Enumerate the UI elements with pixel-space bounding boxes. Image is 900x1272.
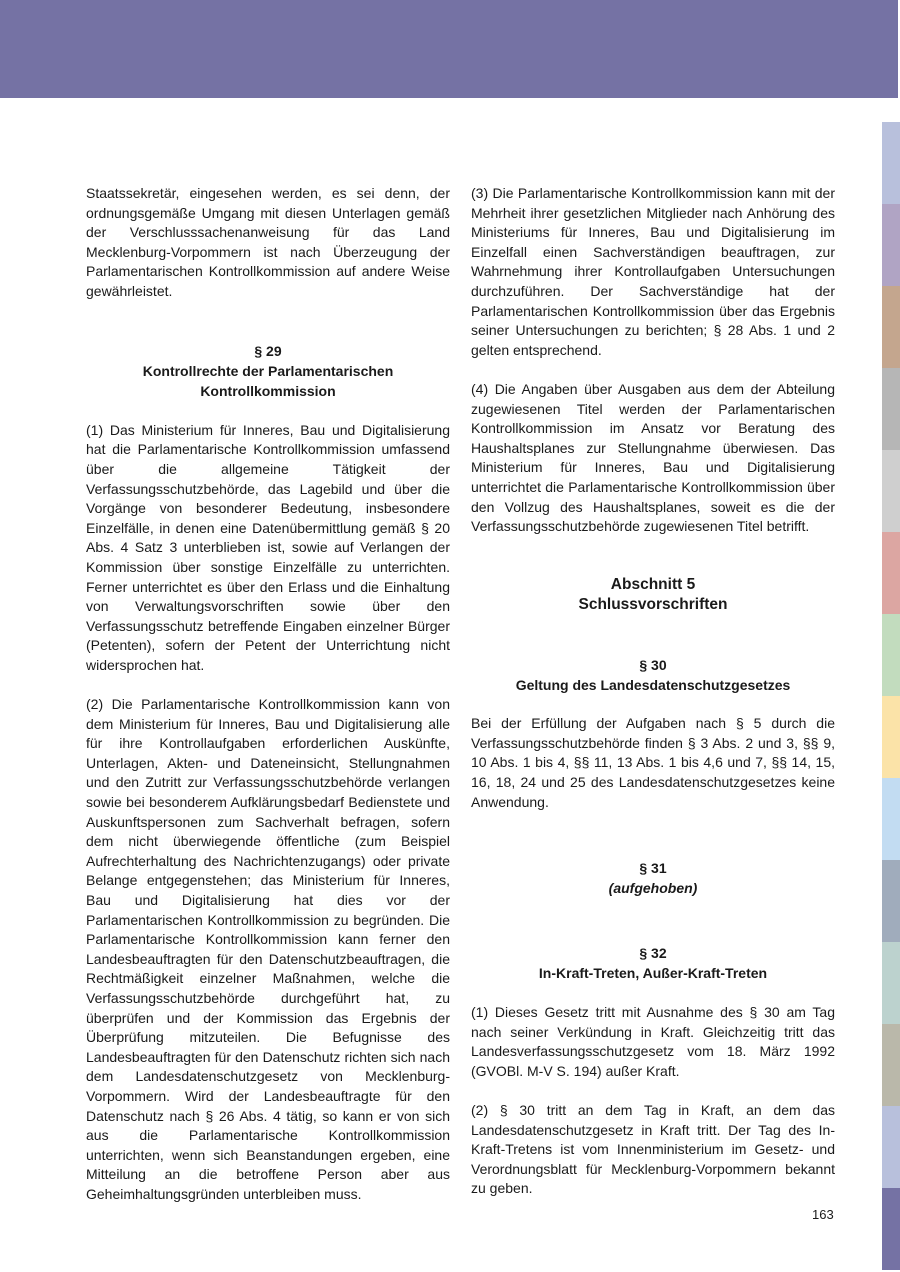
chapter-tab-12 [882, 1024, 900, 1106]
section-31-title: (aufgehoben) [608, 879, 698, 896]
chapter-heading [471, 575, 835, 615]
header-band [0, 0, 898, 98]
section-32-title: In-Kraft-Treten, Außer-Kraft-Treten [538, 965, 768, 982]
section-29-number: § 29 [254, 343, 282, 360]
section-29-paragraph-4: (4) Die Angaben über Ausgaben aus dem der Abteilung zugewiesenen Titel werden der Parlamentarischen Kontrollkommission im Ansatz vor Beratung des Haushaltsplanes zur Stellungnahme überwiesen. Das Ministerium für Inneres, Bau und Digitalisierung unterrichtet die Parlamentarische Kontrollkommission über den Vollzug des Haushaltsplanes, soweit es die der Verfassungsschutzbehörde zugewiesenen Titel betrifft. [471, 380, 835, 535]
section-29-heading [86, 341, 450, 401]
section-29-paragraph-1: (1) Das Ministerium für Inneres, Bau und Digitalisierung hat die Parlamentarische Kontrollkommission umfassend über die allgemeine Tätigkeit der Verfassungsschutzbehörde, das Lagebild und über die Vorgänge von besonderer Bedeutung, insbesondere Einzelfälle, in denen eine Datenübermittlung gemäß § 20 Abs. 4 Satz 3 unterblieben ist, sowie auf Verlangen der Kommission über sonstige Einzelfälle zu unterrichten. Ferner unterrichtet es über den Erlass und die Einhaltung von Verwaltungsvorschriften sowie über den Verfassungsschutz betreffende Eingaben einzelner Bürger (Petenten), sofern der Petent der Unterrichtung nicht widersprochen hat. [86, 421, 450, 673]
section-31-heading [471, 858, 835, 898]
chapter-tab-8 [882, 696, 900, 778]
chapter-tab-13 [882, 1106, 900, 1188]
section-29-title-line1: Kontrollrechte der Parlamentarischen [142, 363, 394, 380]
intro-paragraph: Staatssekretär, eingesehen werden, es sei denn, der ordnungsgemäße Umgang mit diesen Unterlagen gemäß der Verschlusssachenanweisung für das Land Mecklenburg-Vorpommern ist nach Überzeugung der Parlamentarischen Kontrollkommission auf andere Weise gewährleistet. [86, 185, 450, 299]
page-number: 163 [812, 1207, 834, 1222]
section-32-paragraph-1: (1) Dieses Gesetz tritt mit Ausnahme des § 30 am Tag nach seiner Verkündung in Kraft. Gleichzeitig tritt das Landesverfassungsschutzgesetz vom 18. März 1992 (GVOBl. M-V S. 194) außer Kraft. [471, 1004, 835, 1079]
chapter-number: Abschnitt 5 [610, 575, 696, 593]
chapter-tabs [882, 122, 900, 1270]
section-30-title: Geltung des Landesdatenschutzgesetzes [515, 676, 791, 693]
chapter-tab-3 [882, 286, 900, 368]
chapter-tab-14 [882, 1188, 900, 1270]
chapter-tab-4 [882, 368, 900, 450]
chapter-tab-1 [882, 122, 900, 204]
right-column [471, 184, 835, 1219]
chapter-tab-9 [882, 778, 900, 860]
chapter-tab-6 [882, 532, 900, 614]
section-32-number: § 32 [639, 945, 667, 962]
section-29-paragraph-3: (3) Die Parlamentarische Kontrollkommission kann mit der Mehrheit ihrer gesetzlichen Mitglieder nach Anhörung des Ministeriums für Inneres, Bau und Digitalisierung im Einzelfall einen Sachverständigen beauftragen, zur Wahrnehmung ihrer Kontrollaufgaben Untersuchungen durchzuführen. Der Sachverständige hat der Parlamentarischen Kontrollkommission über das Ergebnis seiner Untersuchungen zu berichten; § 28 Abs. 1 und 2 gelten entsprechend. [471, 185, 835, 358]
chapter-tab-10 [882, 860, 900, 942]
chapter-tab-11 [882, 942, 900, 1024]
section-32-heading [471, 943, 835, 983]
section-29-paragraph-2: (2) Die Parlamentarische Kontrollkommission kann von dem Ministerium für Inneres, Bau und Digitalisierung alle für ihre Kontrollaufgaben erforderlichen Auskünfte, Unterlagen, Akten- und Dateneinsicht, Stellungnahmen und den Zutritt zur Verfassungsschutzbehörde verlangen sowie bei besonderem Aufklärungsbedarf Bedienstete und Auskunftspersonen zum Sachverhalt befragen, sofern dem nicht überwiegende öffentliche (zum Beispiel Aufrechterhaltung des Nachrichtenzugangs) oder private Belange entgegenstehen; das Ministerium für Inneres, Bau und Digitalisierung hat dies vor der Parlamentarischen Kontrollkommission zu begründen. Die Parlamentarische Kontrollkommission kann ferner den Landesbeauftragten für den Datenschutzbeauftragen, die Rechtmäßigkeit einzelner Maßnahmen, welche die Verfassungsschutzbehörde durchgeführt hat, zu überprüfen und der Kommission das Ergebnis der Überprüfung mitzuteilen. Die Befugnisse des Landesbeauftragten für den Datenschutz richten sich nach dem Landesdatenschutzgesetz von Mecklenburg-Vorpommern. Wird der Landesbeauftragte für den Datenschutz nach § 26 Abs. 4 tätig, so kann er von sich aus die Parlamentarische Kontrollkommission unterrichten, wenn sich Beanstandungen ergeben, eine Mitteilung an die betroffene Person aber aus Geheimhaltungsgründen unterbleiben muss. [86, 696, 450, 1202]
section-30-number: § 30 [639, 656, 667, 673]
section-30-heading [471, 655, 835, 695]
chapter-tab-7 [882, 614, 900, 696]
section-30-paragraph: Bei der Erfüllung der Aufgaben nach § 5 durch die Verfassungsschutzbehörde finden § 3 Abs. 2 und 3, §§ 9, 10 Abs. 1 bis 4, §§ 11, 13 Abs. 1 bis 4,6 und 7, §§ 14, 15, 16, 18, 24 und 25 des Landesdatenschutzgesetzes keine Anwendung. [471, 715, 835, 810]
left-column [86, 184, 450, 1224]
chapter-tab-5 [882, 450, 900, 532]
section-31-number: § 31 [639, 859, 667, 876]
chapter-title: Schlussvorschriften [578, 595, 728, 613]
chapter-tab-2 [882, 204, 900, 286]
section-29-title-line2: Kontrollkommission [200, 383, 336, 400]
section-32-paragraph-2: (2) § 30 tritt an dem Tag in Kraft, an dem das Landesdatenschutzgesetz in Kraft tritt. Der Tag des In-Kraft-Tretens ist vom Innenministerium im Gesetz- und Verordnungsblatt für Mecklenburg-Vorpommern bekannt zu geben. [471, 1102, 835, 1197]
